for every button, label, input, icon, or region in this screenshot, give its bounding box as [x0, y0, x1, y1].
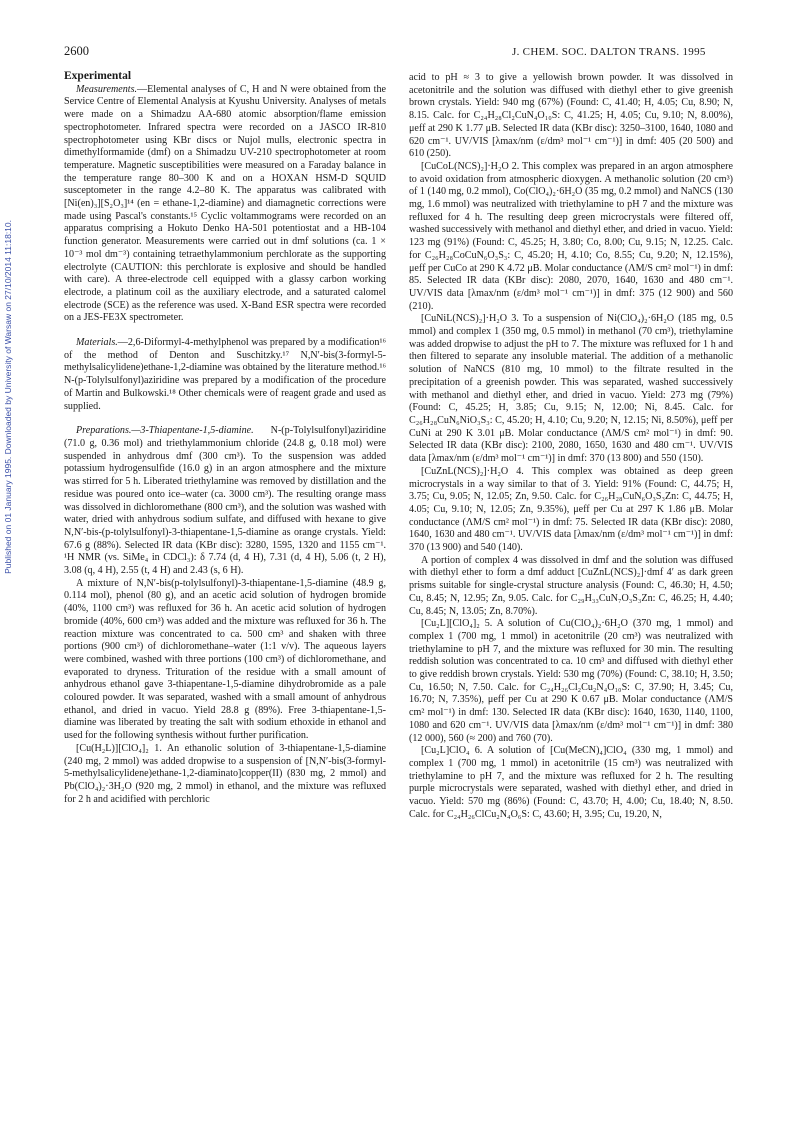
- preparations-paragraph: [64, 425, 386, 577]
- complex-3-paragraph: [409, 313, 733, 465]
- complex-1-paragraph: [64, 743, 386, 807]
- complex-1-continued: acid to pH ≈ 3 to give a yellowish brown powder. It was dissolved in acetonitrile and the solution was diffused with diethyl ether to give greenish brown crystals. Yield: 940 mg (67%) (Found: C, 41.40; H, 4.05; Cu, 8.90; N, 8.15. Calc. for C₂₄H₂₈Cl₂CuN₄O₁₀S: C, 41.25; H, 4.05; Cu, 9.10; N, 8.00%), μeff at 290 K 1.77 μB. Selected IR data (KBr disc): 3250–3100, 1640, 1080 and 620 cm⁻¹. UV/VIS [λmax/nm (ε/dm³ mol⁻¹ cm⁻¹)] in dmf: 405 (20 500) and 610 (250).: [409, 72, 733, 160]
- complex-2-paragraph: [409, 161, 733, 313]
- complex-3-runin: [CuNiL(NCS)₂]·H₂O 3.: [421, 313, 519, 325]
- left-column: [64, 70, 386, 806]
- download-notice[interactable]: Published on 01 January 1995. Downloaded by University of Warsaw on 27/10/2014 11:18:10.: [3, 220, 13, 574]
- materials-runin: Materials.: [76, 337, 118, 349]
- complex-4-runin: [CuZnL(NCS)₂]·H₂O 4.: [421, 465, 524, 477]
- diamine-paragraph: A mixture of N,N′-bis(p-tolylsulfonyl)-3-thiapentane-1,5-diamine (48.9 g, 0.114 mol), phenol (80 g), and an acetic acid solution of hydrogen bromide (40%, 1100 cm³) was refluxed for 36 h. An acetic acid solution of hydrogen bromide (40%, 600 cm³) was added and the mixture was refluxed for 36 h. The reaction mixture was concentrated to ca. 500 cm³ and shaken with three portions (900 cm³) of dichloromethane–water (1:1 v/v). The aqueous layers were combined, washed with three portions (100 cm³) of dichloromethane, and evaporated to dryness. Trituration of the residue with a small amount of anhydrous ethanol gave 3-thiapentane-1,5-diamine dihydrobromide as a pale coloured powder. It was separated, washed with a small amount of anhydrous ethanol, and dried in vacuo. Yield 28.8 g (89%). Free 3-thiapentane-1,5-diamine was liberated by treating the salt with sodium ethoxide in ethanol and used for the following synthesis without further purification.: [64, 577, 386, 742]
- right-column: [409, 72, 733, 821]
- complex-6-runin: [Cu₂L]ClO₄ 6.: [421, 745, 483, 757]
- materials-paragraph: [64, 337, 386, 413]
- measurements-paragraph: [64, 84, 386, 325]
- complex-4-paragraph: [409, 466, 733, 555]
- complex-6-text: A solution of [Cu(MeCN)₄]ClO₄ (330 mg, 1 mmol) and complex 1 (700 mg, 1 mmol) in acetonitrile (15 cm³) was neutralized with triethylamine to pH 7, and the mixture was refluxed for 2 h. The resulting purple microcrystals were separated, washed with diethyl ether, and dried in vacuo. Yield: 570 mg (86%) (Found: C, 43.70; H, 4.00; Cu, 18.40; N, 8.50. Calc. for C₂₄H₂₆ClCu₂N₄O₆S: C, 43.60; H, 3.95; Cu, 19.20, N,: [409, 745, 733, 820]
- complex-1-text: An ethanolic solution of 3-thiapentane-1,5-diamine (240 mg, 2 mmol) was added dropwise to a suspension of [N,N′-bis(3-formyl-5-methylsalicylidene)ethane-1,2-diaminato]copper(II) (830 mg, 2 mmol) and Pb(ClO₄)₂·3H₂O (920 mg, 2 mmol) in ethanol, and the mixture was refluxed for 2 h and acidified with perchloric: [64, 742, 386, 805]
- preparations-text: N-(p-Tolylsulfonyl)aziridine (71.0 g, 0.36 mol) and triethylammonium chloride (24.8 g, 0.18 mol) were suspended in anhydrous dmf (300 cm³). To the suspension was added potassium hydrogensulfide (16.0 g) in an argon atmosphere and the mixture was stirred for 5 h. Liberated triethylamine was removed by distillation and the residue was poured onto ice–water (ca. 3000 cm³). The resulting orange mass was dissolved in dichloromethane (800 cm³), and the solution was washed with water, dried with anhydrous sodium sulfate, and diffused with hexane to give N,N′-bis-(p-tolylsulfonyl)-3-thiapentane-1,5-diamine as orange crystals. Yield: 67.6 g (88%). Selected IR data (KBr disc): 3280, 1595, 1320 and 1155 cm⁻¹. ¹H NMR (vs. SiMe₄ in CDCl₃): δ 7.74 (d, 4 H), 7.31 (d, 4 H), 5.06 (t, 2 H), 3.08 (q, 4 H), 2.55 (t, 4 H) and 2.43 (s, 6 H).: [64, 425, 386, 577]
- complex-5-runin: [Cu₂L][ClO₄]₂ 5.: [421, 618, 493, 630]
- complex-3-text: To a suspension of Ni(ClO₄)₂·6H₂O (185 mg, 0.5 mmol) and complex 1 (350 mg, 0.5 mmol) in methanol (70 cm³), triethylamine was added dropwise to adjust the pH to 7. The mixture was refluxed for 1 h and then filtered to separate any insoluble material. The addition of a methanolic solution of NaNCS (810 mg, 10 mmol) to the filtrate resulted in the precipitation of a greenish powder. This was separated, washed successively with methanol and diethyl ether, and dried in vacuo. Yield: 273 mg (79%) (Found: C, 45.25; H, 3.85; Cu, 9.15; N, 12.00; Ni, 8.45. Calc. for C₂₆H₂₈CuN₆NiO₃S₃: C, 45.20; H, 4.10; Cu, 9.20; N, 12.15; Ni, 8.50%), μeff per CuNi at 290 K 3.01 μB. Molar conductance (ΛM/S cm² mol⁻¹) in dmf: 90. Selected IR data (KBr disc): 2100, 2080, 1650, 1630 and 480 cm⁻¹. UV/VIS data [λmax/nm (ε/dm³ mol⁻¹ cm⁻¹)] in dmf: 370 (13 800) and 550 (150).: [409, 313, 733, 465]
- measurements-runin: Measurements.: [76, 83, 138, 95]
- running-head: J. CHEM. SOC. DALTON TRANS. 1995: [512, 46, 706, 58]
- complex-6-paragraph: [409, 745, 733, 821]
- section-heading: Experimental: [64, 70, 132, 82]
- complex-4-adduct-paragraph: A portion of complex 4 was dissolved in dmf and the solution was diffused with diethyl ether to form a dmf adduct [CuZnL(NCS)₂]·dmf 4′ as dark green prisms suitable for single-crystal structure analysis (Found: C, 46.30; H, 4.50; Cu, 8.45; N, 12.95; Zn, 9.05. Calc. for C₂₉H₃₃CuN₇O₃S₃Zn: C, 46.25; H, 4.40; Cu, 8.45; N, 13.05; Zn, 8.70%).: [409, 554, 733, 617]
- complex-5-paragraph: [409, 618, 733, 745]
- complex-2-runin: [CuCoL(NCS)₂]·H₂O 2.: [421, 160, 520, 172]
- preparations-runin: Preparations.—3-Thiapentane-1,5-diamine.: [76, 425, 254, 437]
- complex-2-text: This complex was prepared in an argon atmosphere to avoid oxidation from atmospheric dioxygen. A methanolic solution (20 cm³) of 1 (140 mg, 0.2 mmol), Co(ClO₄)₂·6H₂O (35 mg, 0.2 mmol) and NaNCS (130 mg, 1.6 mmol) was neutralized with triethylamine to pH 7 and the mixture was refluxed for 4 h. The resulting deep green microcrystals were filtered off, washed successively with methanol and diethyl ether, and dried in vacuo. Yield: 123 mg (91%) (Found: C, 45.25; H, 3.80; Co, 8.00; Cu, 9.15; N, 12.25. Calc. for C₂₆H₂₈CoCuN₆O₃S₃: C, 45.20; H, 4.10; Co, 8.55; Cu, 9.20; N, 12.15%), μeff per CuCo at 290 K 4.72 μB. Molar conductance (ΛM/S cm² mol⁻¹) in dmf: 85. Selected IR data (KBr disc): 2080, 2070, 1640, 1630 and 480 cm⁻¹. UV/VIS data [λmax/nm (ε/dm³ mol⁻¹ cm⁻¹)] in dmf: 375 (12 900) and 560 (210).: [409, 160, 734, 312]
- measurements-text: —Elemental analyses of C, H and N were obtained from the Service Centre of Elemental Analysis at Kyushu University. Analyses of metals were made on a Shimadzu AA-680 atomic absorption/flame emission spectrophotometer. Infrared spectra were recorded on a JASCO IR-810 spectrophotometer using KBr discs or Nujol mulls, electronic spectra in dimethylformamide (dmf) on a Shimadzu UV-210 spectrophotometer at room temperature. Magnetic susceptibilities were measured on a Faraday balance in the temperature range 80–300 K and on a HOXAN HSM-D SQUID susceptometer in the range 4.2–80 K. The apparatus was calibrated with [Ni(en)₃][S₂O₃]¹⁴ (en = ethane-1,2-diamine) and diamagnetic corrections were made using Pascal's constants.¹⁵ Cyclic voltammograms were recorded on an apparatus comprising a Hokuto Denko HA-501 potentiostat and a HB-104 function generator. Measurements were carried out in dmf solutions (ca. 1 × 10⁻³ mol dm⁻³) containing tetraethylammonium perchlorate as the supporting electrolyte (CAUTION: this perchlorate is explosive and should be handled with care). A three-electrode cell equipped with a glassy carbon working electrode, a platinum coil as the auxiliary electrode, and a saturated calomel electrode (SCE) as the reference was used. X-Band ESR spectra were recorded on a JES-FE3X spectrometer.: [64, 83, 386, 324]
- complex-4-text: This complex was obtained as deep green microcrystals in a way similar to that of 3. Yield: 91% (Found: C, 44.75; H, 3.75; Cu, 9.05; N, 12.05; Zn, 9.50. Calc. for C₂₆H₂₈CuN₆O₃S₃Zn: C, 44.75; H, 4.05; Cu, 9.10; N, 12.05; Zn, 9.35%), μeff per Cu at 297 K 1.86 μB. Molar conductance (ΛM/S cm² mol⁻¹) in dmf: 75. Selected IR data (KBr disc): 2080, 1640, 1630 and 480 cm⁻¹. UV/VIS data [λmax/nm (ε/dm³ mol⁻¹ cm⁻¹)] in dmf: 370 (13 900) and 540 (140).: [409, 465, 734, 554]
- complex-1-runin: [Cu(H₂L)][ClO₄]₂ 1.: [76, 742, 162, 754]
- page-number: 2600: [64, 44, 89, 58]
- materials-text: —2,6-Diformyl-4-methylphenol was prepared by a modification¹⁶ of the method of Denton and Suschitzky.¹⁷ N,N′-bis(3-formyl-5-methylsalicylidene)ethane-1,2-diamine was obtained by the literature method.¹⁶ N-(p-Tolylsulfonyl)aziridine was prepared by a modification of the procedure of Martin and Bulkowski.¹⁸ Other chemicals were of reagent grade and used as supplied.: [64, 337, 386, 412]
- complex-5-text: A solution of Cu(ClO₄)₂·6H₂O (370 mg, 1 mmol) and complex 1 (700 mg, 1 mmol) in acetonitrile (20 cm³) was neutralized with triethylamine to pH 7, and the mixture was refluxed for 30 min. The resulting reddish solution was concentrated to ca. 10 cm³ and diffused with diethyl ether to give reddish brown crystals. Yield: 530 mg (70%) (Found: C, 38.10; H, 3.50; Cu, 16.50; N, 7.50. Calc. for C₂₄H₂₆Cl₂Cu₂N₄O₁₀S: C, 37.90; H, 3.45; Cu, 16.70; N, 7.35%), μeff per Cu at 290 K 0.67 μB. Molar conductance (ΛM/S cm² mol⁻¹) in dmf: 130. Selected IR data (KBr disc): 1640, 1630, 1140, 1100, 1080 and 620 cm⁻¹. UV/VIS data [λmax/nm (ε/dm³ mol⁻¹ cm⁻¹)] in dmf: 380 (12 000), 560 (≈ 200) and 760 (70).: [409, 618, 733, 744]
